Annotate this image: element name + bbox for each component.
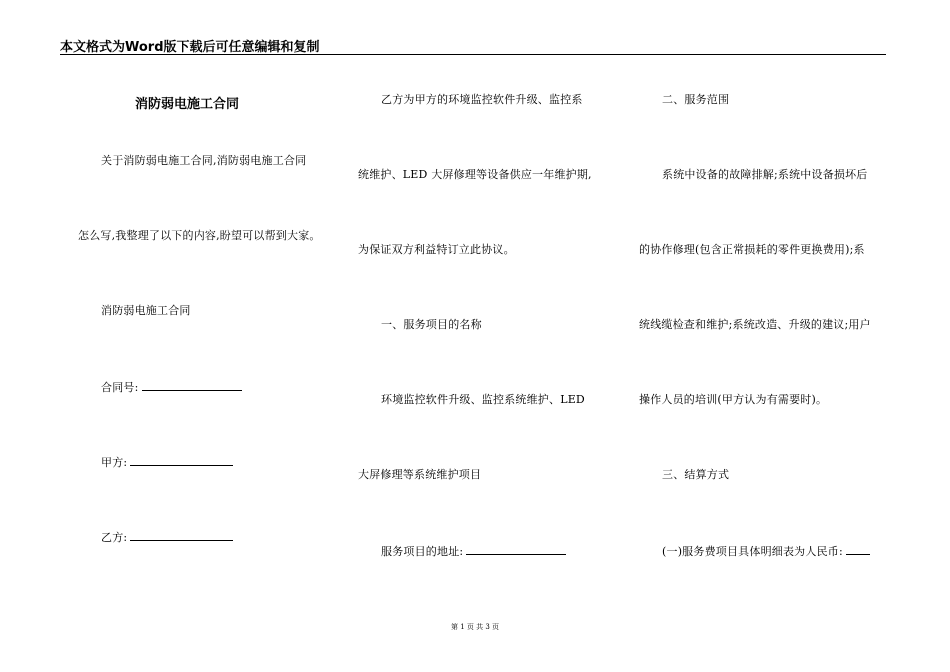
contract-no-label: 合同号: bbox=[101, 381, 139, 394]
page-footer: 第 1 页 共 3 页 bbox=[450, 623, 500, 631]
fee-label: (一)服务费项目具体明细表为人民币: bbox=[662, 545, 843, 558]
party-a-row bbox=[101, 454, 233, 470]
section1-line-1: 环境监控软件升级、监控系统维护、LED bbox=[381, 393, 585, 406]
scope-line-1: 系统中设备的故障排解;系统中设备损坏后 bbox=[662, 168, 868, 181]
address-blank bbox=[466, 543, 566, 555]
col2-line-3: 为保证双方利益特订立此协议。 bbox=[358, 243, 515, 256]
party-a-blank bbox=[130, 454, 233, 466]
intro-line-1: 关于消防弱电施工合同,消防弱电施工合同 bbox=[101, 154, 307, 167]
party-b-blank bbox=[130, 529, 233, 541]
party-b-row bbox=[101, 529, 233, 545]
address-label: 服务项目的地址: bbox=[381, 545, 464, 558]
intro-line-2: 怎么写,我整理了以下的内容,盼望可以帮到大家。 bbox=[78, 229, 321, 242]
header-text: 本文格式为Word版下载后可任意编辑和复制 bbox=[60, 40, 320, 55]
party-b-label: 乙方: bbox=[101, 531, 128, 544]
contract-no-blank bbox=[142, 379, 242, 391]
contract-no-row bbox=[101, 379, 242, 395]
col2-line-2: 统维护、LED 大屏修理等设备供应一年维护期, bbox=[358, 168, 592, 181]
scope-line-4: 操作人员的培训(甲方认为有需要时)。 bbox=[639, 393, 828, 406]
section2-title: 二、服务范围 bbox=[662, 93, 730, 106]
section3-title: 三、结算方式 bbox=[662, 468, 730, 481]
scope-line-2: 的协作修理(包含正常损耗的零件更换费用);系 bbox=[639, 243, 865, 256]
section1-title: 一、服务项目的名称 bbox=[381, 318, 482, 331]
address-row bbox=[381, 543, 566, 559]
document-title: 消防弱电施工合同 bbox=[135, 97, 240, 112]
fee-blank bbox=[846, 543, 870, 555]
contract-name: 消防弱电施工合同 bbox=[101, 304, 191, 317]
scope-line-3: 统线缆检查和维护;系统改造、升级的建议;用户 bbox=[639, 318, 871, 331]
section1-line-2: 大屏修理等系统维护项目 bbox=[358, 468, 482, 481]
page-header bbox=[60, 34, 886, 55]
col2-line-1: 乙方为甲方的环境监控软件升级、监控系 bbox=[381, 93, 583, 106]
party-a-label: 甲方: bbox=[101, 456, 128, 469]
fee-row bbox=[662, 543, 870, 559]
